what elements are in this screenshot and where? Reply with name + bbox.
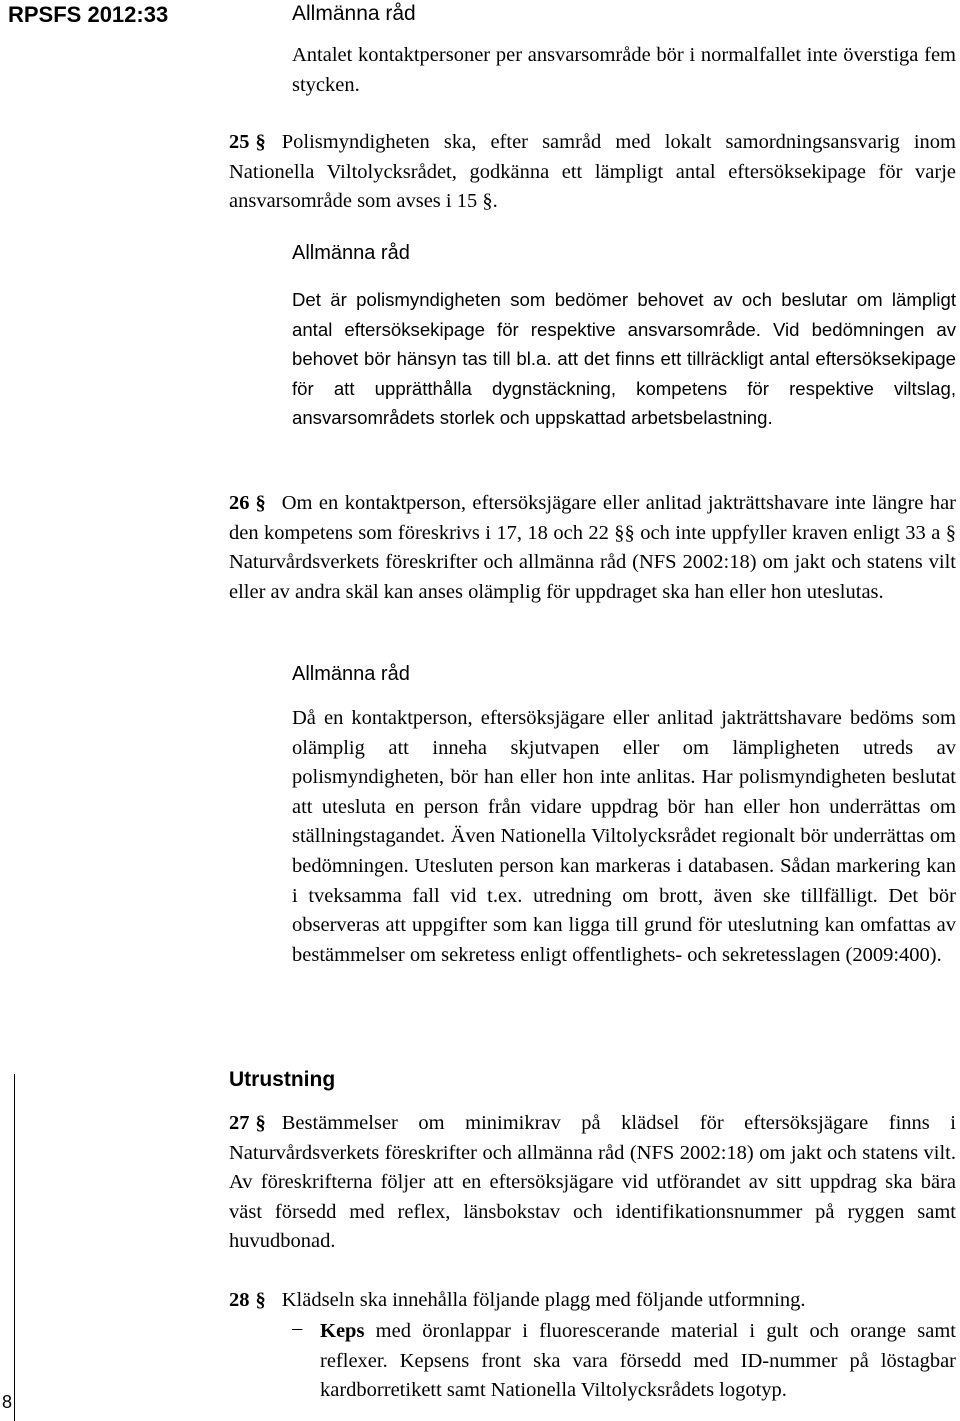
paragraph-25 — [229, 128, 956, 217]
section-sign-icon: § — [255, 131, 266, 153]
document-id: RPSFS 2012:33 — [8, 2, 169, 27]
section-label-allmanna-rad: Allmänna råd — [292, 2, 416, 25]
section-title-utrustning: Utrustning — [229, 1068, 336, 1091]
paragraph-text: Polismyndigheten ska, efter samråd med lokalt samordningsansvarig inom Nationella Viltolycksrådet, godkänna ett lämpligt antal eftersöksekipage för varje ansvarsområde som avses i 15 §. — [229, 131, 956, 213]
list-dash-icon: – — [292, 1317, 303, 1339]
page-margin-rule — [14, 1074, 15, 1421]
page-number: 8 — [1, 1392, 12, 1412]
list-item-text: med öronlappar i fluorescerande material i gult och orange samt reflexer. Kepsens front ska vara försedd med ID-nummer på löstagbar kardborretikett samt Nationella Viltolycksrådets logotyp. — [320, 1320, 956, 1402]
advice-text-intro: Antalet kontaktpersoner per ansvarsområde bör i normalfallet inte överstiga fem stycken. — [292, 44, 956, 96]
paragraph-number: 27 — [229, 1112, 250, 1134]
list-item-lead: Keps — [320, 1320, 365, 1342]
paragraph-number: 26 — [229, 492, 250, 514]
paragraph-27 — [229, 1109, 956, 1257]
advice-text-26: Då en kontaktperson, eftersöksjägare eller anlitad jakträttshavare bedöms som olämplig att inneha skjutvapen eller om lämpligheten utreds av polismyndigheten, bör han eller hon inte anlitas. Har polismyndigheten beslutat att utesluta en person från vidare uppdrag bör han eller hon underrättas om ställningstagandet. Även Nationella Viltolycksrådet regionalt bör underrättas om bedömningen. Utesluten person kan markeras i databasen. Sådan markering kan i tveksamma fall vid t.ex. utredning om brott, även ske tillfälligt. Det bör observeras att uppgifter som kan ligga till grund för uteslutning kan omfattas av bestämmelser om sekretess enligt offentlighets- och sekretesslagen (2009:400). — [292, 707, 956, 966]
paragraph-text: Bestämmelser om minimikrav på klädsel för eftersöksjägare finns i Naturvårdsverkets föreskrifter och allmänna råd (NFS 2002:18) om jakt och statens vilt. Av föreskrifterna följer att en eftersöksjägare vid utförandet av sitt uppdrag ska bära väst försedd med reflex, länsbokstav och identifikationsnummer på ryggen samt huvudbonad. — [229, 1112, 956, 1253]
list-item — [320, 1317, 956, 1406]
paragraph-number: 28 — [229, 1289, 250, 1311]
section-sign-icon: § — [255, 1112, 266, 1134]
paragraph-26 — [229, 489, 956, 607]
paragraph-28 — [229, 1286, 956, 1316]
paragraph-text: Klädseln ska innehålla följande plagg med följande utformning. — [281, 1289, 806, 1311]
advice-heading-25: Allmänna råd — [292, 242, 410, 264]
section-sign-icon: § — [255, 492, 266, 514]
advice-heading-26: Allmänna råd — [292, 663, 410, 685]
paragraph-text: Om en kontaktperson, eftersöksjägare eller anlitad jakträttshavare inte längre har den kompetens som föreskrivs i 17, 18 och 22 §§ och inte uppfyller kraven enligt 33 a § Naturvårdsverkets föreskrifter och allmänna råd (NFS 2002:18) om jakt och statens vilt eller av andra skäl kan anses olämplig för uppdraget ska han eller hon uteslutas. — [229, 492, 956, 603]
section-sign-icon: § — [255, 1289, 266, 1311]
paragraph-number: 25 — [229, 131, 250, 153]
advice-text-25: Det är polismyndigheten som bedömer behovet av och beslutar om lämpligt antal eftersöksekipage för respektive ansvarsområde. Vid bedömningen av behovet bör hänsyn tas till bl.a. att det finns ett tillräckligt antal eftersöksekipage för att upprätthålla dygnstäckning, kompetens för respektive viltslag, ansvarsområdets storlek och uppskattad arbetsbelastning. — [292, 289, 956, 429]
